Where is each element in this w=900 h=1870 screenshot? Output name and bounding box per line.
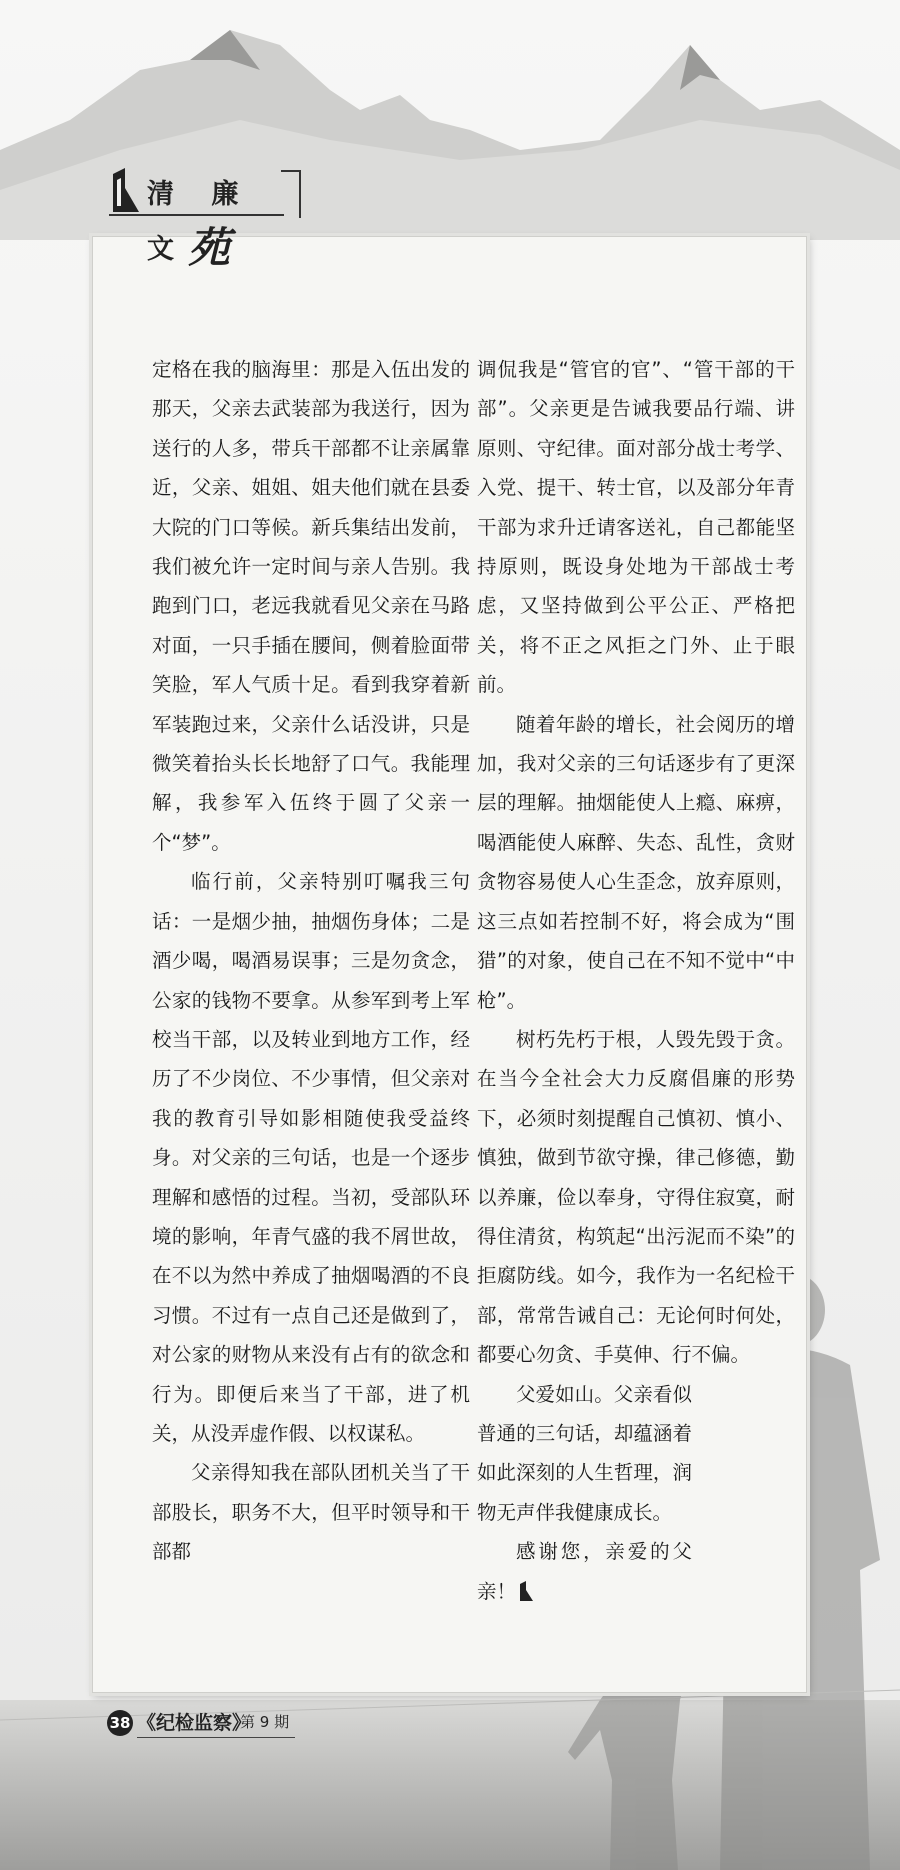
column-title-big: 苑 xyxy=(188,223,231,272)
paragraph: 调侃我是“管官的官”、“管干部的干部”。父亲更是告诫我要品行端、讲原则、守纪律。面对部分战士考学、入党、提干、转士官，以及部分年青干部为求升迁请客送礼，自己都能坚持原则，既设身处地为干部战士考虑，又坚持做到公平公正、严格把关，将不正之风拒之门外、止于眼前。 xyxy=(477,358,795,697)
closing-line: 感谢您，亲爱的父亲！ xyxy=(477,1540,692,1603)
header-bracket xyxy=(281,170,301,218)
page-footer xyxy=(107,1708,297,1742)
column-title-main: 清 廉 文 xyxy=(147,179,253,265)
paragraph: 临行前，父亲特别叮嘱我三句话：一是烟少抽，抽烟伤身体；二是酒少喝，喝酒易误事；三是勿贪念，公家的钱物不要拿。从参军到考上军校当干部，以及转业到地方工作，经历了不少岗位、不少事情，但父亲对我的教育引导如影相随使我受益终身。对父亲的三句话，也是一个逐步理解和感悟的过程。当初，受部队环境的影响，年青气盛的我不屑世故，在不以为然中养成了抽烟喝酒的不良习惯。不过有一点自己还是做到了，对公家的财物从来没有占有的欲念和行为。即便后来当了干部，进了机关，从没弄虚作假、以权谋私。 xyxy=(152,870,470,1445)
paragraph: 树朽先朽于根，人毁先毁于贪。在当今全社会大力反腐倡廉的形势下，必须时刻提醒自己慎初、慎小、慎独，做到节欲守操，律己修德，勤以养廉，俭以奉身，守得住寂寞，耐得住清贫，构筑起“出污泥而不染”的拒腐防线。如今，我作为一名纪检干部，常常告诫自己：无论何时何处，都要心勿贪、手莫伸、行不偏。 xyxy=(477,1027,795,1367)
page-number: 38 xyxy=(107,1710,133,1736)
column-header xyxy=(105,160,305,272)
footer-underline xyxy=(137,1737,295,1738)
paragraph: 父爱如山。父亲看似普通的三句话，却蕴涵着如此深刻的人生哲理，润物无声伴我健康成长。 xyxy=(477,1382,692,1524)
paragraph: 随着年龄的增长，社会阅历的增加，我对父亲的三句话逐步有了更深层的理解。抽烟能使人上瘾、麻痹，喝酒能使人麻醉、失态、乱性，贪财贪物容易使人心生歪念，放弃原则，这三点如若控制不好，将会成为“围猎”的对象，使自己在不知不觉中“中枪”。 xyxy=(477,712,795,1012)
paragraph: 父亲得知我在部队团机关当了干部股长，职务不大，但平时领导和干部都 xyxy=(152,1461,470,1564)
header-underline xyxy=(109,214,284,216)
magazine-title: 《纪检监察》 xyxy=(137,1712,252,1734)
article-column-left xyxy=(152,350,470,1572)
paragraph: 定格在我的脑海里：那是入伍出发的那天，父亲去武装部为我送行，因为送行的人多，带兵干部都不让亲属靠近，父亲、姐姐、姐夫他们就在县委大院的门口等候。新兵集结出发前，我们被允许一定时间与亲人告别。我跑到门口，老远我就看见父亲在马路对面，一只手插在腰间，侧着脸面带笑脸，军人气质十足。看到我穿着新军装跑过来，父亲什么话没讲，只是微笑着抬头长长地舒了口气。我能理解，我参军入伍终于圆了父亲一个“梦”。 xyxy=(152,358,470,854)
paragraph xyxy=(477,1532,692,1611)
end-mark-icon xyxy=(518,1580,534,1602)
closing-paragraphs xyxy=(477,1375,692,1611)
column-logo-icon xyxy=(109,166,141,214)
article-column-right xyxy=(477,350,795,1611)
issue-number: 第 9 期 xyxy=(240,1713,290,1731)
